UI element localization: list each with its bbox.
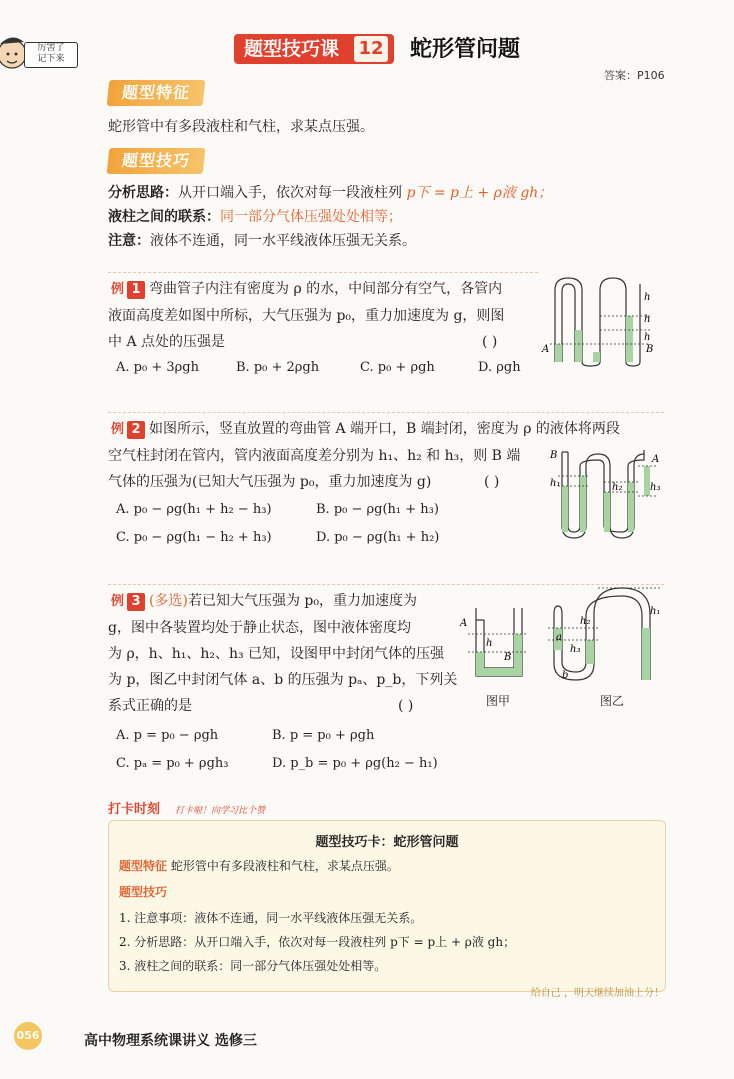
lesson-number: 12 bbox=[354, 36, 388, 62]
example2-number: 2 bbox=[127, 421, 145, 439]
check-card-features bbox=[119, 857, 399, 874]
ex3-fig-b-h1: h₁ bbox=[650, 606, 661, 617]
ex1-fig-h1: h bbox=[644, 292, 651, 303]
example3-text bbox=[108, 590, 458, 717]
check-card-title: 题型技巧卡：蛇形管问题 bbox=[315, 835, 459, 850]
example3-number: 3 bbox=[127, 593, 145, 611]
figure-b-caption: 图乙 bbox=[600, 694, 625, 708]
ex2-fig-b: B bbox=[550, 450, 558, 461]
features-text: 蛇形管中有多段液柱和气柱，求某点压强。 bbox=[108, 119, 374, 135]
example1-label: 例 bbox=[111, 282, 125, 297]
example2-option-b: B. p₀ − ρg(h₁ + h₃) bbox=[316, 502, 439, 517]
skill-line-analysis bbox=[108, 182, 552, 204]
skills-tag: 题型技巧 bbox=[107, 148, 206, 174]
check-card-item2: 2. 分析思路：从开口端入手，依次对每一段液柱列 p下 = p上 + ρ液 gh； bbox=[119, 935, 516, 949]
lesson-type-banner: 题型技巧课 bbox=[234, 34, 394, 64]
example1-option-b: B. p₀ + 2ρgh bbox=[236, 360, 320, 375]
example1-line3: 中 A 点处的压强是 bbox=[108, 334, 226, 350]
check-card-footer: 给自己 ，明天继续加油上分！ bbox=[530, 988, 664, 999]
check-card-skills-label: 题型技巧 bbox=[119, 885, 168, 899]
example3-option-a: A. p = p₀ − ρgh bbox=[116, 728, 219, 743]
example3-line4: 为 p，图乙中封闭气体 a、b 的压强为 pₐ、p_b，下列关 bbox=[108, 672, 458, 688]
example1-line2: 液面高度差如图中所标，大气压强为 p₀，重力加速度为 g，则图 bbox=[108, 308, 505, 324]
example1-line1: 弯曲管子内注有密度为 ρ 的水，中间部分有空气，各管内 bbox=[149, 281, 503, 297]
ex1-fig-a: A bbox=[542, 344, 550, 355]
example1-figure bbox=[540, 270, 670, 370]
page-title: 蛇形管问题 bbox=[410, 37, 521, 62]
ex3-fig-b-h3: h₃ bbox=[570, 644, 581, 655]
ex3-fig-a-a: A bbox=[460, 618, 468, 629]
answer-reference: 答案：P106 bbox=[604, 69, 665, 82]
check-card-item1: 1. 注意事项：液体不连通，同一水平线液体压强无关系。 bbox=[119, 911, 423, 925]
example3-option-c: C. pₐ = p₀ + ρgh₃ bbox=[116, 756, 229, 771]
ex1-fig-h3: h bbox=[644, 332, 651, 343]
example2-figure bbox=[548, 446, 664, 546]
ex2-fig-h1: h₁ bbox=[550, 478, 561, 489]
ex2-fig-h3: h₃ bbox=[650, 482, 661, 493]
skill-line-link-text: 同一部分气体压强处处相等； bbox=[220, 209, 402, 225]
ex3-fig-b-a: a bbox=[556, 632, 562, 643]
figure-a-caption: 图甲 bbox=[486, 694, 511, 708]
example1-number: 1 bbox=[127, 281, 145, 299]
ex2-fig-a: A bbox=[652, 454, 660, 465]
ex3-fig-a-h: h bbox=[486, 638, 493, 649]
example2-label: 例 bbox=[111, 422, 125, 437]
check-card-header bbox=[108, 798, 664, 822]
example2-line3: 气体的压强为(已知大气压强为 p₀，重力加速度为 g) bbox=[108, 474, 432, 490]
check-card-slogan: 打卡啦！向学习比个赞 bbox=[175, 806, 266, 816]
example3-line1: 若已知大气压强为 p₀，重力加速度为 bbox=[187, 593, 417, 609]
example3-line2: g，图中各装置均处于静止状态，图中液体密度均 bbox=[108, 620, 411, 636]
skill-line-link-label: 液柱之间的联系： bbox=[108, 209, 220, 225]
ex3-fig-b-b: b bbox=[562, 670, 569, 681]
page-number: 056 bbox=[14, 1022, 42, 1050]
example2-option-d: D. p₀ − ρg(h₁ + h₂) bbox=[316, 530, 440, 545]
mascot-note-line1: 厉害了 bbox=[37, 43, 65, 53]
skill-line-note-label: 注意： bbox=[108, 233, 150, 249]
example2-option-c: C. p₀ − ρg(h₁ − h₂ + h₃) bbox=[116, 530, 272, 545]
skill-formula: p下 = p上 + ρ液 gh； bbox=[406, 185, 553, 201]
example1-option-a: A. p₀ + 3ρgh bbox=[116, 360, 199, 375]
ex2-fig-h2: h₂ bbox=[612, 482, 623, 493]
ex3-fig-b-h2: h₂ bbox=[580, 616, 591, 627]
check-card-head-label: 打卡时刻 bbox=[108, 802, 161, 817]
example2-answer-paren: ( ) bbox=[484, 474, 500, 490]
skill-line-analysis-label: 分析思路： bbox=[108, 185, 178, 201]
example3-line3: 为 ρ，h、h₁、h₂、h₃ 已知，设图甲中封闭气体的压强 bbox=[108, 646, 445, 662]
example3-tag: (多选) bbox=[149, 593, 188, 609]
example1-line3-wrap bbox=[108, 331, 538, 353]
check-card bbox=[108, 820, 666, 992]
features-tag: 题型特征 bbox=[107, 80, 206, 106]
example1-answer-paren: ( ) bbox=[482, 334, 498, 350]
skill-line-analysis-text: 从开口端入手，依次对每一段液柱列 bbox=[178, 185, 402, 201]
example2-line2: 空气柱封闭在管内，管内液面高度差分别为 h₁、h₂ 和 h₃，则 B 端 bbox=[108, 448, 521, 464]
check-card-item3: 3. 液柱之间的联系：同一部分气体压强处处相等。 bbox=[119, 959, 387, 973]
ex3-fig-a-b: B bbox=[504, 652, 512, 663]
example1-text bbox=[108, 278, 538, 353]
example3-figure-b bbox=[542, 584, 666, 684]
mascot-note-line2: 记下来 bbox=[37, 54, 65, 64]
example2-line1: 如图所示，竖直放置的弯曲管 A 端开口，B 端封闭，密度为 ρ 的液体将两段 bbox=[149, 421, 620, 437]
skill-line-note bbox=[108, 230, 416, 252]
skill-line-link bbox=[108, 206, 402, 228]
check-card-features-label: 题型特征 bbox=[119, 859, 168, 873]
ex1-fig-b: B bbox=[646, 344, 654, 355]
ex1-fig-h2: h bbox=[644, 314, 651, 325]
example3-line5: 系式正确的是 bbox=[108, 698, 192, 714]
example1-divider bbox=[108, 272, 538, 273]
skill-line-note-text: 液体不连通，同一水平线液体压强无关系。 bbox=[150, 233, 416, 249]
mascot-note bbox=[24, 42, 78, 68]
example3-line5-wrap bbox=[108, 695, 458, 717]
example3-answer-paren: ( ) bbox=[398, 698, 414, 714]
example1-option-c: C. p₀ + ρgh bbox=[360, 360, 435, 375]
example3-figure-a bbox=[456, 604, 540, 684]
check-card-features-text: 蛇形管中有多段液柱和气柱，求某点压强。 bbox=[170, 859, 399, 873]
example3-option-d: D. p_b = p₀ + ρg(h₂ − h₁) bbox=[272, 756, 438, 771]
example1-option-d: D. ρgh bbox=[478, 360, 521, 375]
example3-option-b: B. p = p₀ + ρgh bbox=[272, 728, 375, 743]
example3-label: 例 bbox=[111, 594, 125, 609]
example2-divider bbox=[108, 412, 664, 413]
example2-option-a: A. p₀ − ρg(h₁ + h₂ − h₃) bbox=[116, 502, 272, 517]
book-title: 高中物理系统课讲义 选修三 bbox=[84, 1033, 257, 1049]
